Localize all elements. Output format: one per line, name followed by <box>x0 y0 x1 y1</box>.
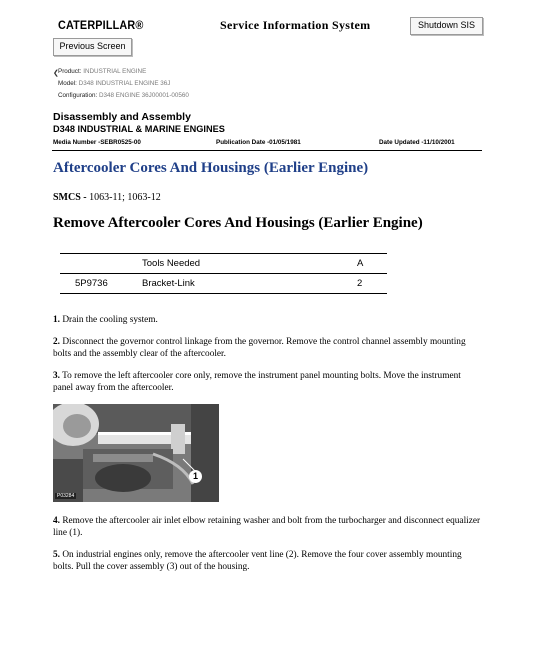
model-value: D348 INDUSTRIAL ENGINE 36J <box>78 80 171 87</box>
smcs-line <box>53 192 161 203</box>
model-line <box>58 80 170 87</box>
product-value: INDUSTRIAL ENGINE <box>83 68 147 75</box>
model-key: Model: <box>58 80 77 87</box>
media-number: Media Number -SEBR0525-00 <box>53 139 141 146</box>
table-top-rule <box>60 253 387 254</box>
config-value: D348 ENGINE 36J00001-00560 <box>98 92 189 99</box>
configuration-line <box>58 92 189 99</box>
step-number: 1. <box>53 315 60 325</box>
smcs-codes: 1063-11; 1063-12 <box>89 192 161 203</box>
date-updated: Date Updated -11/10/2001 <box>379 139 455 146</box>
config-key: Configuration: <box>58 92 98 99</box>
step-number: 4. <box>53 516 60 526</box>
product-line <box>58 68 146 75</box>
aftercooler-photo <box>53 404 219 502</box>
step-number: 3. <box>53 371 60 381</box>
step-number: 2. <box>53 337 60 347</box>
table-header-rule <box>60 273 387 274</box>
callout-1: 1 <box>189 470 202 483</box>
previous-screen-button[interactable]: Previous Screen <box>53 38 132 56</box>
step-1 <box>53 315 483 327</box>
step-4 <box>53 516 483 539</box>
step-3 <box>53 371 483 394</box>
step-5 <box>53 550 483 573</box>
table-bottom-rule <box>60 293 387 294</box>
step-text: On industrial engines only, remove the aftercooler vent line (2). Remove the four cover assembly mounting bolts. Pull the cover assembly (3) out of the housing. <box>53 550 462 572</box>
publication-date: Publication Date -01/05/1981 <box>216 139 301 146</box>
chevron-left-icon[interactable]: ❮ <box>53 70 59 77</box>
header-divider <box>52 150 482 151</box>
table-cell-name: Bracket-Link <box>142 278 195 289</box>
table-cell-qty: 2 <box>357 278 363 289</box>
shutdown-sis-button[interactable]: Shutdown SIS <box>410 17 483 35</box>
step-text: Drain the cooling system. <box>62 315 158 325</box>
table-cell-part: 5P9736 <box>75 278 108 289</box>
table-header-a: A <box>357 258 364 269</box>
step-2 <box>53 337 483 360</box>
engine-heading: D348 INDUSTRIAL & MARINE ENGINES <box>53 124 225 134</box>
step-text: To remove the left aftercooler core only, remove the instrument panel mounting bolts. Move the instrument panel away from the aftercooler. <box>53 371 461 393</box>
system-title: Service Information System <box>220 18 371 32</box>
photo-caption-code: P03284 <box>57 493 75 499</box>
step-text: Remove the aftercooler air inlet elbow retaining washer and bolt from the turbocharger and disconnect equalizer line (1). <box>53 516 481 538</box>
caterpillar-logo: CATERPILLAR® <box>58 18 144 32</box>
procedure-title: Remove Aftercooler Cores And Housings (Earlier Engine) <box>53 215 423 231</box>
document-title: Aftercooler Cores And Housings (Earlier Engine) <box>53 160 369 176</box>
smcs-label: SMCS - <box>53 192 87 203</box>
step-text: Disconnect the governor control linkage from the governor. Remove the control channel assembly mounting bolts and the assembly clear of the aftercooler. <box>53 337 466 359</box>
table-header-tools: Tools Needed <box>142 258 201 269</box>
section-heading: Disassembly and Assembly <box>53 111 191 123</box>
product-key: Product: <box>58 68 82 75</box>
step-number: 5. <box>53 550 60 560</box>
